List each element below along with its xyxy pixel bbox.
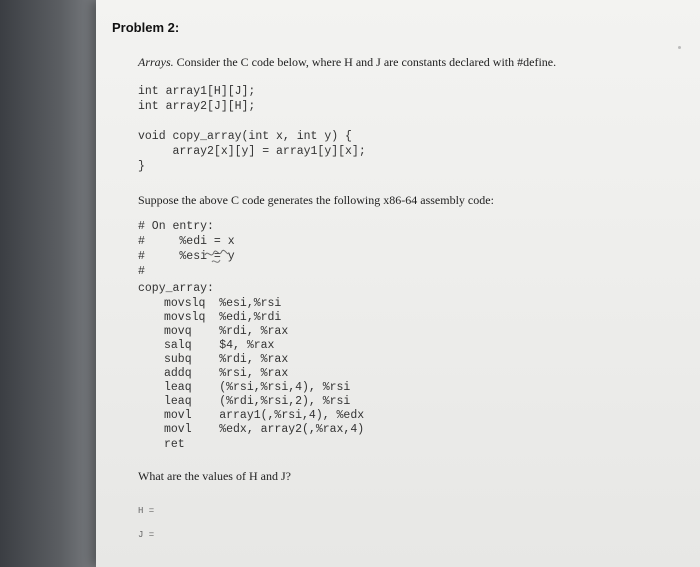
asm-line-4: salq $4, %rax: [164, 339, 275, 352]
asm-line-8: leaq (%rdi,%rsi,2), %rsi: [164, 395, 351, 408]
asm-line-7: leaq (%rsi,%rsi,4), %rsi: [164, 381, 351, 394]
intro-italic: Arrays.: [138, 55, 174, 69]
func-line-2: array2[x][y] = array1[y][x];: [138, 145, 366, 158]
decl-line-1: int array1[H][J];: [138, 85, 256, 98]
func-line-3: }: [138, 160, 145, 173]
assembly-intro: Suppose the above C code generates the following x86-64 assembly code:: [138, 193, 494, 207]
background-shadow: [0, 0, 100, 567]
label-copy-array: copy_array:: [138, 282, 214, 295]
pencil-scribble-icon: [202, 246, 232, 268]
asm-line-6: addq %rsi, %rax: [164, 367, 289, 380]
worksheet-page: [96, 0, 700, 567]
intro-text: Consider the C code below, where H and J are constants declared with #define.: [173, 55, 557, 69]
problem-title: Problem 2:: [112, 20, 180, 35]
decl-line-2: int array2[J][H];: [138, 100, 256, 113]
answer-j: J =: [138, 530, 155, 540]
page-speck: [678, 46, 681, 49]
comment-line-3: # %esi = y: [138, 250, 235, 263]
asm-line-1: movslq %esi,%rsi: [164, 297, 282, 310]
asm-line-2: movslq %edi,%rdi: [164, 311, 282, 324]
answer-h: H =: [138, 506, 155, 516]
asm-line-9: movl array1(,%rsi,4), %edx: [164, 409, 365, 422]
comment-line-2: # %edi = x: [138, 235, 235, 248]
comment-line-1: # On entry:: [138, 220, 214, 233]
asm-line-5: subq %rdi, %rax: [164, 353, 289, 366]
question-text: What are the values of H and J?: [138, 469, 291, 483]
comment-line-4: #: [138, 265, 145, 278]
problem-intro: [138, 55, 556, 70]
asm-line-11: ret: [164, 438, 185, 451]
func-line-1: void copy_array(int x, int y) {: [138, 130, 352, 143]
asm-line-10: movl %edx, array2(,%rax,4): [164, 423, 365, 436]
asm-line-3: movq %rdi, %rax: [164, 325, 289, 338]
